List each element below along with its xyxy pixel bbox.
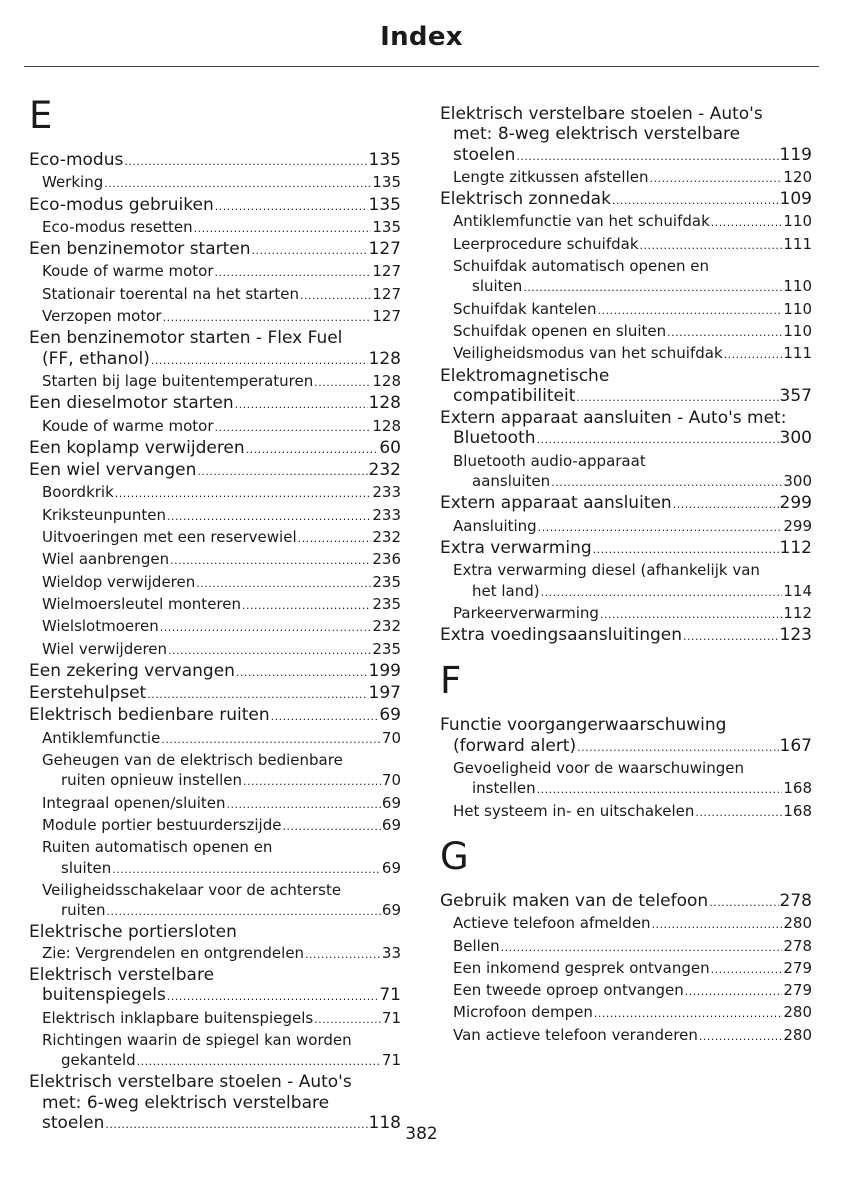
dot-leader xyxy=(305,943,381,965)
entry-page-number[interactable]: 135 xyxy=(372,217,401,236)
entry-label: Gebruik maken van de telefoon xyxy=(440,890,709,911)
index-entry[interactable] xyxy=(440,145,812,167)
index-entry[interactable] xyxy=(29,239,401,261)
index-entry[interactable] xyxy=(29,683,401,705)
dot-leader xyxy=(652,913,783,935)
entry-page-number[interactable]: 128 xyxy=(372,371,401,390)
entry-page-number[interactable]: 197 xyxy=(368,683,401,704)
index-letter-heading: G xyxy=(440,834,469,878)
dot-leader xyxy=(163,306,372,328)
entry-page-number[interactable]: 69 xyxy=(381,793,401,812)
entry-page-number[interactable]: 33 xyxy=(381,943,401,962)
entry-label: Uitvoeringen met een reservewiel xyxy=(42,528,297,547)
page-title: Index xyxy=(380,22,463,52)
index-column-right xyxy=(440,104,812,1047)
entry-page-number[interactable]: 235 xyxy=(372,594,401,613)
entry-page-number[interactable]: 127 xyxy=(368,239,401,260)
entry-label: ruiten opnieuw instellen xyxy=(61,771,243,790)
entry-page-number[interactable]: 299 xyxy=(779,493,812,514)
index-subentry-text: Veiligheidsschakelaar voor de achterste xyxy=(42,880,342,899)
index-column-left xyxy=(29,96,401,1135)
entry-label: Eco-modus resetten xyxy=(42,217,193,236)
dot-leader xyxy=(167,985,379,1007)
entry-page-number[interactable]: 300 xyxy=(779,428,812,449)
entry-page-number[interactable]: 127 xyxy=(372,284,401,303)
entry-label: ruiten xyxy=(61,901,106,920)
index-subentry[interactable] xyxy=(29,943,401,965)
dot-leader xyxy=(709,891,778,913)
dot-leader xyxy=(314,1008,381,1030)
index-subentry-text: Bluetooth audio-apparaat xyxy=(453,451,646,470)
dot-leader xyxy=(196,572,371,594)
header-divider xyxy=(24,66,819,67)
dot-leader xyxy=(577,736,778,758)
entry-page-number[interactable]: 135 xyxy=(368,150,401,170)
entry-page-number[interactable]: 110 xyxy=(783,299,812,318)
dot-leader xyxy=(612,189,779,211)
entry-page-number[interactable]: 114 xyxy=(783,581,812,600)
dot-leader xyxy=(106,900,380,922)
entry-page-number[interactable]: 300 xyxy=(783,472,812,491)
index-subentry[interactable] xyxy=(440,958,812,980)
index-subentry-text: Schuifdak automatisch openen en xyxy=(453,257,710,276)
entry-page-number[interactable]: 127 xyxy=(372,262,401,281)
dot-leader xyxy=(167,505,371,527)
entry-label: Bellen xyxy=(453,936,500,955)
letter-gap xyxy=(440,701,812,715)
entry-label: Integraal openen/sluiten xyxy=(42,793,226,812)
index-subentry[interactable] xyxy=(29,728,401,750)
dot-leader xyxy=(685,980,783,1002)
index-entry[interactable] xyxy=(29,438,401,460)
dot-leader xyxy=(600,603,782,625)
dot-leader xyxy=(151,349,368,371)
entry-label: Een zekering vervangen xyxy=(29,660,235,681)
index-subentry[interactable] xyxy=(29,284,401,306)
index-entry[interactable] xyxy=(440,538,812,560)
dot-leader xyxy=(640,234,783,256)
entry-label: Elektrisch bedienbare ruiten xyxy=(29,705,270,726)
index-entry[interactable] xyxy=(440,493,812,515)
index-subentry[interactable] xyxy=(29,549,401,571)
entry-label: Antiklemfunctie van het schuifdak xyxy=(453,212,710,231)
index-entry[interactable] xyxy=(29,349,401,371)
entry-label: Actieve telefoon afmelden xyxy=(453,914,651,933)
index-entry[interactable] xyxy=(29,460,401,482)
entry-page-number[interactable]: 128 xyxy=(368,393,401,414)
index-subentry[interactable] xyxy=(29,306,401,328)
index-subentry-text: Ruiten automatisch openen en xyxy=(42,838,273,857)
entry-page-number[interactable]: 69 xyxy=(381,901,401,920)
entry-label: Stationair toerental na het starten xyxy=(42,284,300,303)
entry-label: Antiklemfunctie xyxy=(42,728,161,747)
entry-page-number[interactable]: 71 xyxy=(381,1008,401,1027)
entry-label: stoelen xyxy=(453,144,516,165)
entry-label: Elektrisch inklapbare buitenspiegels xyxy=(42,1008,314,1027)
entry-label: Een benzinemotor starten xyxy=(29,239,251,260)
entry-page-number[interactable]: 123 xyxy=(779,625,812,646)
index-subentry[interactable] xyxy=(29,1008,401,1030)
entry-label: Eco-modus xyxy=(29,150,124,170)
dot-leader xyxy=(576,386,778,408)
entry-page-number[interactable]: 299 xyxy=(783,516,812,535)
index-entry[interactable] xyxy=(440,428,812,450)
entry-page-number[interactable]: 120 xyxy=(783,167,812,186)
dot-leader xyxy=(598,299,783,321)
index-subentry-text: Extra verwarming diesel (afhankelijk van xyxy=(453,561,760,580)
entry-label: compatibiliteit xyxy=(453,385,576,406)
dot-leader xyxy=(235,393,368,415)
index-subentry[interactable] xyxy=(29,900,401,922)
entry-page-number[interactable]: 235 xyxy=(372,572,401,591)
dot-leader xyxy=(300,284,371,306)
entry-label: Zie: Vergrendelen en ontgrendelen xyxy=(42,943,305,962)
entry-label: Het systeem in- en uitschakelen xyxy=(453,801,695,820)
entry-label: Extra verwarming xyxy=(440,537,592,558)
letter-gap xyxy=(440,877,812,891)
index-subentry[interactable] xyxy=(440,211,812,233)
entry-label: Schuifdak kantelen xyxy=(453,299,597,318)
dot-leader xyxy=(551,471,782,493)
dot-leader xyxy=(711,958,783,980)
index-subentry[interactable] xyxy=(440,1025,812,1047)
index-subentry[interactable] xyxy=(29,594,401,616)
entry-page-number[interactable]: 118 xyxy=(368,1113,401,1134)
entry-label: Wielmoersleutel monteren xyxy=(42,594,241,613)
entry-label: Wieldop verwijderen xyxy=(42,572,196,591)
page-number: 382 xyxy=(405,1124,438,1144)
index-subentry[interactable] xyxy=(440,581,812,603)
entry-page-number[interactable]: 235 xyxy=(372,639,401,658)
entry-page-number[interactable]: 168 xyxy=(783,801,812,820)
dot-leader xyxy=(170,549,371,571)
index-subentry[interactable] xyxy=(440,167,812,189)
index-entry[interactable] xyxy=(440,189,812,211)
dot-leader xyxy=(243,770,381,792)
dot-leader xyxy=(242,594,371,616)
entry-page-number[interactable]: 280 xyxy=(783,1003,812,1022)
entry-page-number[interactable]: 112 xyxy=(783,603,812,622)
entry-label: Starten bij lage buitentemperaturen xyxy=(42,371,314,390)
entry-label: Parkeerverwarming xyxy=(453,603,599,622)
dot-leader xyxy=(649,167,782,189)
index-subentry[interactable] xyxy=(29,527,401,549)
index-subentry[interactable] xyxy=(29,639,401,661)
dot-leader xyxy=(541,581,783,603)
entry-label: gekanteld xyxy=(61,1051,136,1070)
entry-label: Extra voedingsaansluitingen xyxy=(440,625,683,646)
entry-label: Koude of warme motor xyxy=(42,262,214,281)
entry-page-number[interactable]: 110 xyxy=(783,321,812,340)
entry-page-number[interactable]: 199 xyxy=(368,660,401,681)
index-subentry[interactable] xyxy=(29,261,401,283)
dot-leader xyxy=(282,815,380,837)
index-subentry[interactable] xyxy=(440,343,812,365)
index-subentry-text: Geheugen van de elektrisch bedienbare xyxy=(42,751,343,770)
index-subentry[interactable] xyxy=(440,516,812,538)
index-subentry[interactable] xyxy=(29,572,401,594)
dot-leader xyxy=(593,538,779,560)
index-subentry[interactable] xyxy=(29,815,401,837)
entry-page-number[interactable]: 232 xyxy=(368,460,401,481)
index-subentry[interactable] xyxy=(440,936,812,958)
index-subentry[interactable] xyxy=(29,793,401,815)
index-entry-text: Elektrisch verstelbare stoelen - Auto's xyxy=(440,104,763,124)
index-entry-text: Extern apparaat aansluiten - Auto's met: xyxy=(440,408,787,429)
entry-page-number[interactable]: 232 xyxy=(372,617,401,636)
dot-leader xyxy=(161,728,381,750)
index-entry-text: Elektrische portiersloten xyxy=(29,922,237,943)
dot-leader xyxy=(168,639,371,661)
dot-leader xyxy=(537,428,779,450)
entry-label: Lengte zitkussen afstellen xyxy=(453,167,649,186)
index-entry-text: Elektrisch verstelbare xyxy=(29,964,215,985)
entry-label: sluiten xyxy=(61,858,112,877)
entry-label: aansluiten xyxy=(472,472,551,491)
entry-page-number[interactable]: 111 xyxy=(783,234,812,253)
entry-page-number[interactable]: 119 xyxy=(779,144,812,165)
entry-label: Een inkomend gesprek ontvangen xyxy=(453,958,710,977)
dot-leader xyxy=(160,616,372,638)
index-letter-heading: E xyxy=(29,94,53,137)
entry-page-number[interactable]: 167 xyxy=(779,735,812,756)
entry-page-number[interactable]: 236 xyxy=(372,550,401,569)
entry-label: sluiten xyxy=(472,277,523,296)
entry-label: Microfoon dempen xyxy=(453,1003,593,1022)
entry-page-number[interactable]: 128 xyxy=(368,348,401,369)
dot-leader xyxy=(695,801,782,823)
index-entry[interactable] xyxy=(29,705,401,727)
letter-gap xyxy=(440,823,812,837)
index-subentry[interactable] xyxy=(440,234,812,256)
index-subentry[interactable] xyxy=(440,801,812,823)
entry-page-number[interactable]: 109 xyxy=(779,189,812,210)
index-subentry[interactable] xyxy=(440,980,812,1002)
entry-page-number[interactable]: 233 xyxy=(372,505,401,524)
index-letter-heading: F xyxy=(440,659,462,703)
entry-page-number[interactable]: 128 xyxy=(372,416,401,435)
entry-label: Leerprocedure schuifdak xyxy=(453,234,639,253)
index-entry[interactable] xyxy=(440,891,812,913)
dot-leader xyxy=(271,705,379,727)
letter-gap xyxy=(29,136,401,150)
entry-page-number[interactable]: 60 xyxy=(379,437,401,458)
dot-leader xyxy=(194,217,372,239)
dot-leader xyxy=(537,778,783,800)
entry-label: instellen xyxy=(472,779,536,798)
entry-label: buitenspiegels xyxy=(42,985,166,1006)
entry-label: Een tweede oproep ontvangen xyxy=(453,981,684,1000)
entry-page-number[interactable]: 279 xyxy=(783,958,812,977)
dot-leader xyxy=(594,1002,782,1024)
index-entry-text: Elektromagnetische xyxy=(440,365,610,386)
entry-page-number[interactable]: 127 xyxy=(372,307,401,326)
dot-leader xyxy=(197,460,367,482)
index-entry-text: met: 6-weg elektrisch verstelbare xyxy=(42,1092,330,1113)
entry-label: Een koplamp verwijderen xyxy=(29,437,245,458)
entry-label: Verzopen motor xyxy=(42,307,162,326)
entry-page-number[interactable]: 69 xyxy=(381,858,401,877)
entry-label: Elektrisch zonnedak xyxy=(440,189,611,210)
entry-label: Wiel aanbrengen xyxy=(42,550,170,569)
index-subentry[interactable] xyxy=(440,276,812,298)
dot-leader xyxy=(538,516,783,538)
dot-leader xyxy=(215,416,372,438)
entry-label: (forward alert) xyxy=(453,735,577,756)
index-subentry[interactable] xyxy=(440,603,812,625)
dot-leader xyxy=(115,482,372,504)
entry-label: Bluetooth xyxy=(453,428,536,449)
entry-label: stoelen xyxy=(42,1113,105,1134)
entry-label: Van actieve telefoon veranderen xyxy=(453,1025,698,1044)
entry-page-number[interactable]: 135 xyxy=(368,194,401,215)
entry-label: Een dieselmotor starten xyxy=(29,393,234,414)
dot-leader xyxy=(137,1050,381,1072)
index-subentry[interactable] xyxy=(29,172,401,194)
entry-page-number[interactable]: 135 xyxy=(372,173,401,192)
entry-page-number[interactable]: 69 xyxy=(379,705,401,726)
index-entry[interactable] xyxy=(29,150,401,172)
index-subentry[interactable] xyxy=(440,321,812,343)
index-entry[interactable] xyxy=(440,386,812,408)
letter-gap xyxy=(440,647,812,661)
entry-page-number[interactable]: 279 xyxy=(783,981,812,1000)
dot-leader xyxy=(523,276,782,298)
entry-page-number[interactable]: 280 xyxy=(783,914,812,933)
index-entry-text: Elektrisch verstelbare stoelen - Auto's xyxy=(29,1072,352,1093)
entry-label: Koude of warme motor xyxy=(42,416,214,435)
entry-page-number[interactable]: 278 xyxy=(783,936,812,955)
dot-leader xyxy=(112,858,381,880)
entry-page-number[interactable]: 71 xyxy=(381,1051,401,1070)
entry-page-number[interactable]: 70 xyxy=(381,771,401,790)
dot-leader xyxy=(501,936,783,958)
entry-page-number[interactable]: 233 xyxy=(372,483,401,502)
index-subentry-text: Gevoeligheid voor de waarschuwingen xyxy=(453,759,744,778)
dot-leader xyxy=(215,261,372,283)
entry-label: Eco-modus gebruiken xyxy=(29,194,214,215)
entry-label: Extern apparaat aansluiten xyxy=(440,493,672,514)
entry-label: Wiel verwijderen xyxy=(42,639,168,658)
entry-label: Een wiel vervangen xyxy=(29,460,197,481)
index-subentry-text: Richtingen waarin de spiegel kan worden xyxy=(42,1030,352,1049)
dot-leader xyxy=(711,211,783,233)
entry-page-number[interactable]: 168 xyxy=(783,779,812,798)
dot-leader xyxy=(147,683,367,705)
index-subentry[interactable] xyxy=(29,770,401,792)
index-entry-text: Functie voorgangerwaarschuwing xyxy=(440,715,727,736)
dot-leader xyxy=(667,321,782,343)
entry-page-number[interactable]: 278 xyxy=(779,890,812,911)
entry-page-number[interactable]: 71 xyxy=(379,985,401,1006)
index-subentry[interactable] xyxy=(29,1050,401,1072)
entry-label: Veiligheidsmodus van het schuifdak xyxy=(453,344,723,363)
entry-page-number[interactable]: 69 xyxy=(381,815,401,834)
entry-label: Werking xyxy=(42,173,104,192)
entry-page-number[interactable]: 111 xyxy=(783,344,812,363)
index-entry[interactable] xyxy=(29,195,401,217)
dot-leader xyxy=(227,793,381,815)
entry-page-number[interactable]: 112 xyxy=(779,537,812,558)
index-entry[interactable] xyxy=(440,625,812,647)
index-subentry[interactable] xyxy=(29,217,401,239)
dot-leader xyxy=(314,371,371,393)
dot-leader xyxy=(724,343,783,365)
entry-label: het land) xyxy=(472,581,540,600)
dot-leader xyxy=(516,145,778,167)
index-subentry[interactable] xyxy=(29,416,401,438)
dot-leader xyxy=(298,527,372,549)
entry-label: Aansluiting xyxy=(453,516,537,535)
index-subentry[interactable] xyxy=(440,913,812,935)
dot-leader xyxy=(699,1025,782,1047)
index-subentry[interactable] xyxy=(29,616,401,638)
index-subentry[interactable] xyxy=(440,1002,812,1024)
entry-page-number[interactable]: 280 xyxy=(783,1025,812,1044)
index-subentry[interactable] xyxy=(29,371,401,393)
entry-page-number[interactable]: 232 xyxy=(372,528,401,547)
dot-leader xyxy=(246,438,379,460)
index-entry-text: met: 8-weg elektrisch verstelbare xyxy=(453,124,741,145)
dot-leader xyxy=(124,150,367,172)
entry-label: Eerstehulpset xyxy=(29,683,147,704)
index-subentry[interactable] xyxy=(29,505,401,527)
index-entry[interactable] xyxy=(29,661,401,683)
entry-label: Wielslotmoeren xyxy=(42,617,159,636)
entry-page-number[interactable]: 110 xyxy=(783,277,812,296)
entry-label: (FF, ethanol) xyxy=(42,348,150,369)
index-entry[interactable] xyxy=(440,736,812,758)
dot-leader xyxy=(236,661,368,683)
dot-leader xyxy=(252,239,368,261)
entry-label: Schuifdak openen en sluiten xyxy=(453,321,667,340)
dot-leader xyxy=(673,493,779,515)
entry-label: Boordkrik xyxy=(42,483,114,502)
index-subentry[interactable] xyxy=(440,299,812,321)
entry-label: Kriksteunpunten xyxy=(42,505,166,524)
dot-leader xyxy=(104,172,371,194)
index-subentry[interactable] xyxy=(440,471,812,493)
index-subentry[interactable] xyxy=(29,482,401,504)
index-entry[interactable] xyxy=(29,985,401,1007)
index-entry-text: Een benzinemotor starten - Flex Fuel xyxy=(29,328,343,349)
index-entry[interactable] xyxy=(29,393,401,415)
dot-leader xyxy=(683,625,779,647)
entry-page-number[interactable]: 110 xyxy=(783,212,812,231)
entry-page-number[interactable]: 70 xyxy=(381,728,401,747)
entry-page-number[interactable]: 357 xyxy=(779,385,812,406)
index-subentry[interactable] xyxy=(440,778,812,800)
index-subentry[interactable] xyxy=(29,858,401,880)
dot-leader xyxy=(215,195,368,217)
entry-label: Module portier bestuurderszijde xyxy=(42,815,282,834)
